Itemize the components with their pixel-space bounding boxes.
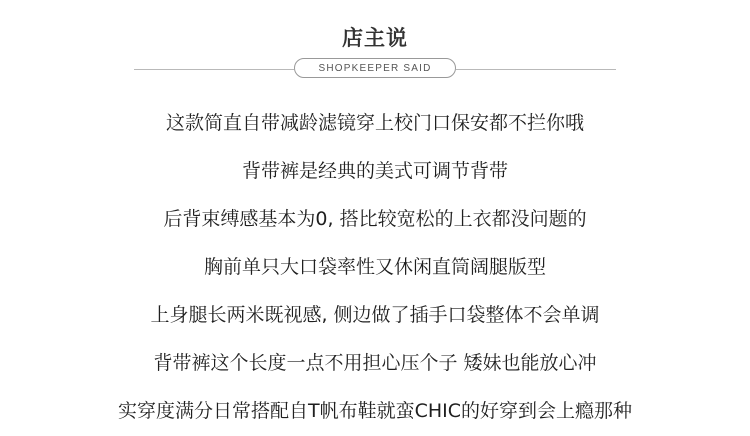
divider-left [134, 69, 294, 70]
section-title: 店主说 [342, 26, 408, 50]
description-line: 背带裤这个长度一点不用担心压个子 矮妹也能放心冲 [153, 352, 597, 374]
description-line: 背带裤是经典的美式可调节背带 [241, 160, 508, 182]
description-line: 后背束缚感基本为0, 搭比较宽松的上衣都没问题的 [163, 208, 587, 230]
description-line: 实穿度满分日常搭配自T帆布鞋就蛮CHIC的好穿到会上瘾那种 [117, 400, 633, 422]
description-text-block [0, 99, 750, 435]
subtitle-badge: SHOPKEEPER SAID [294, 58, 456, 78]
divider-right [456, 69, 616, 70]
description-line: 胸前单只大口袋率性又休闲直筒阔腿版型 [203, 256, 546, 278]
description-line: 上身腿长两米既视感, 侧边做了插手口袋整体不会单调 [150, 304, 600, 326]
description-line: 这款简直自带减龄滤镜穿上校门口保安都不拦你哦 [165, 112, 584, 134]
